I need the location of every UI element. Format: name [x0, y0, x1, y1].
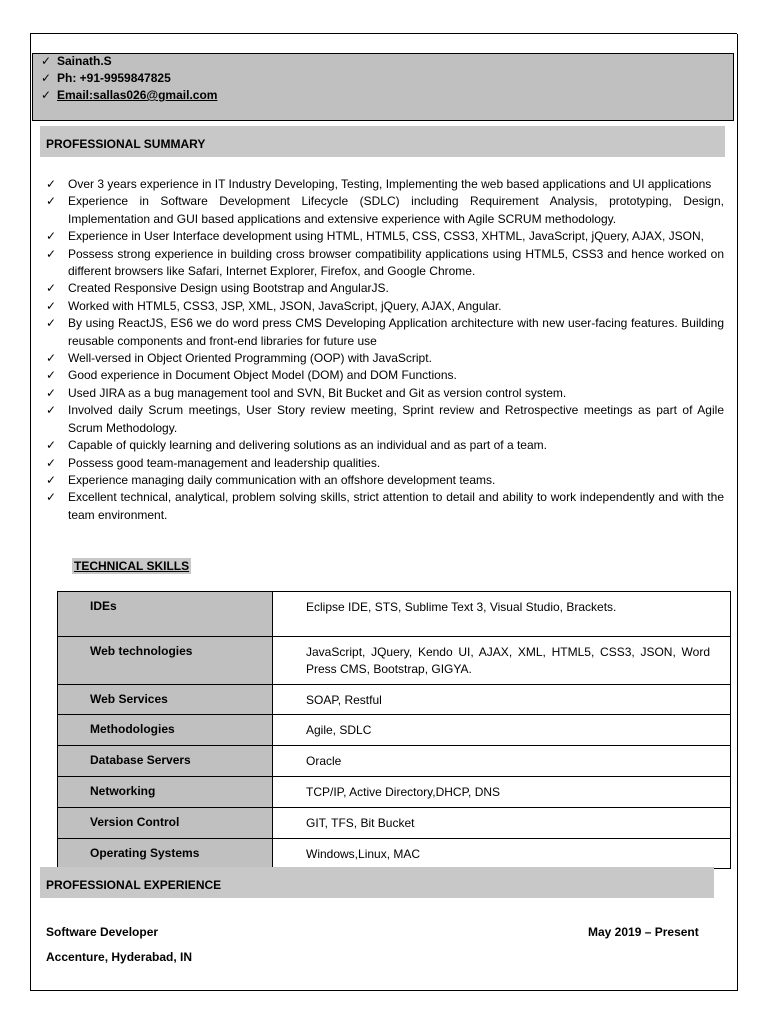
skill-key: Web technologies	[58, 637, 273, 685]
list-item-text: Good experience in Document Object Model (DOM) and DOM Functions.	[68, 368, 457, 383]
summary-list	[46, 176, 724, 524]
table-row	[58, 746, 731, 777]
table-row	[58, 839, 731, 869]
skill-key: Version Control	[58, 808, 273, 839]
table-row	[58, 592, 731, 637]
check-icon: ✓	[41, 88, 52, 102]
list-item	[46, 246, 724, 281]
check-icon: ✓	[46, 472, 57, 487]
check-icon: ✓	[46, 385, 57, 400]
list-item-text: By using ReactJS, ES6 we do word press CMS Developing Application architecture with new user-facing features. Building reusable components and front-end libraries for future use	[68, 316, 724, 348]
list-item	[46, 367, 724, 384]
check-icon: ✓	[46, 298, 57, 313]
list-item-text: Experience managing daily communication with an offshore development teams.	[68, 472, 496, 487]
check-icon: ✓	[46, 194, 57, 209]
job-title: Software Developer	[46, 925, 159, 939]
list-item-text: Experience in Software Development Lifecycle (SDLC) including Requirement Analysis, prototyping, Design, Implementation and GUI based applications and extensive experience with Agile SCRUM methodology.	[68, 194, 724, 226]
check-icon: ✓	[46, 281, 57, 296]
check-icon: ✓	[46, 177, 57, 191]
list-item	[46, 228, 724, 245]
list-item	[46, 193, 724, 228]
check-icon: ✓	[46, 490, 57, 505]
list-item	[46, 315, 724, 350]
skills-table	[57, 591, 731, 869]
summary-heading: PROFESSIONAL SUMMARY	[46, 137, 206, 151]
check-icon: ✓	[46, 438, 57, 453]
check-icon: ✓	[46, 368, 57, 383]
list-item	[46, 455, 724, 472]
list-item	[46, 350, 724, 367]
skill-value: TCP/IP, Active Directory,DHCP, DNS	[273, 777, 731, 808]
list-item-text: Worked with HTML5, CSS3, JSP, XML, JSON, JavaScript, jQuery, AJAX, Angular.	[68, 298, 502, 313]
check-icon: ✓	[41, 54, 52, 68]
table-row	[58, 715, 731, 746]
list-item	[46, 385, 724, 402]
skill-value: JavaScript, JQuery, Kendo UI, AJAX, XML, HTML5, CSS3, JSON, Word Press CMS, Bootstrap, GIGYA.	[273, 637, 731, 685]
list-item	[46, 176, 724, 193]
check-icon: ✓	[46, 229, 57, 244]
experience-heading: PROFESSIONAL EXPERIENCE	[46, 878, 222, 892]
skill-key: IDEs	[58, 592, 273, 637]
table-row	[58, 808, 731, 839]
check-icon: ✓	[46, 351, 57, 366]
list-item-text: Created Responsive Design using Bootstrap and AngularJS.	[68, 281, 389, 296]
list-item-text: Capable of quickly learning and delivering solutions as an individual and as part of a team.	[68, 438, 547, 453]
job-period: May 2019 – Present	[588, 925, 699, 939]
table-row	[58, 777, 731, 808]
check-icon: ✓	[46, 246, 57, 261]
list-item	[46, 489, 724, 524]
email-label: Email:	[57, 88, 94, 102]
check-icon: ✓	[46, 403, 57, 418]
list-item	[46, 280, 724, 297]
contact-phone-row	[41, 71, 171, 86]
skill-value: Oracle	[273, 746, 731, 777]
skill-key: Database Servers	[58, 746, 273, 777]
list-item-text: Involved daily Scrum meetings, User Story review meeting, Sprint review and Retrospective meetings as part of Agile Scrum Methodology.	[68, 403, 724, 435]
skill-key: Web Services	[58, 685, 273, 715]
list-item-text: Excellent technical, analytical, problem solving skills, strict attention to detail and ability to work independently and with the team environment.	[68, 490, 724, 522]
check-icon: ✓	[46, 455, 57, 470]
contact-block	[32, 53, 734, 121]
candidate-name: Sainath.S	[57, 54, 112, 68]
table-row	[58, 685, 731, 715]
list-item-text: Possess strong experience in building cross browser compatibility applications using HTML5, CSS3 and hence worked on different browsers like Safari, Internet Explorer, Firefox, and Google Chrome.	[68, 246, 724, 279]
skill-key: Operating Systems	[58, 839, 273, 869]
list-item	[46, 402, 724, 437]
list-item	[46, 472, 724, 489]
summary-heading-bar	[40, 126, 725, 157]
skill-key: Methodologies	[58, 715, 273, 746]
email-link[interactable]: sallas026@gmail.com	[93, 88, 218, 102]
list-item-text: Used JIRA as a bug management tool and SVN, Bit Bucket and Git as version control system.	[68, 385, 567, 400]
list-item-text: Well-versed in Object Oriented Programming (OOP) with JavaScript.	[68, 351, 432, 366]
skill-value: SOAP, Restful	[273, 685, 731, 715]
skill-value: Windows,Linux, MAC	[273, 839, 731, 869]
experience-heading-bar	[40, 867, 714, 898]
list-item	[46, 437, 724, 454]
check-icon: ✓	[46, 316, 57, 331]
check-icon: ✓	[41, 71, 52, 85]
skill-key: Networking	[58, 777, 273, 808]
table-row	[58, 637, 731, 685]
contact-name-row	[41, 54, 112, 69]
list-item-text: Over 3 years experience in IT Industry Developing, Testing, Implementing the web based applications and UI applications	[68, 177, 712, 191]
candidate-phone: Ph: +91-9959847825	[57, 71, 171, 85]
company-name: Accenture, Hyderabad, IN	[46, 950, 193, 964]
list-item-text: Possess good team-management and leadership qualities.	[68, 455, 381, 470]
list-item	[46, 298, 724, 315]
skill-value: Eclipse IDE, STS, Sublime Text 3, Visual Studio, Brackets.	[273, 592, 731, 637]
skill-value: Agile, SDLC	[273, 715, 731, 746]
skill-value: GIT, TFS, Bit Bucket	[273, 808, 731, 839]
contact-email-row	[41, 88, 217, 103]
skills-heading: TECHNICAL SKILLS	[74, 559, 190, 573]
list-item-text: Experience in User Interface development using HTML, HTML5, CSS, CSS3, XHTML, JavaScript, jQuery, AJAX, JSON,	[68, 229, 705, 244]
